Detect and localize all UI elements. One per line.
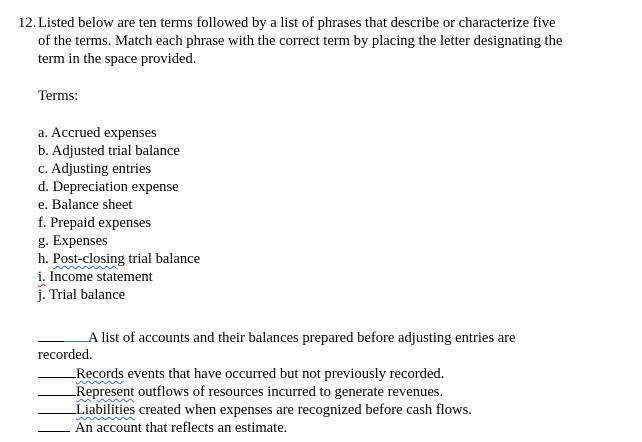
answer-blank-extension bbox=[64, 328, 88, 342]
phrase-text: events that have occurred but not previously recorded. bbox=[123, 366, 445, 382]
term-e bbox=[38, 196, 132, 214]
term-b bbox=[38, 142, 180, 160]
term-text: Income statement bbox=[49, 269, 153, 285]
phrase-1 bbox=[38, 328, 516, 347]
phrase-2 bbox=[38, 364, 444, 383]
phrase-text: list of accounts and their balances prepared before adjusting entries are bbox=[97, 330, 516, 346]
term-text: Balance sheet bbox=[51, 197, 133, 213]
term-g bbox=[38, 232, 108, 250]
term-h bbox=[38, 250, 200, 268]
term-letter: h. bbox=[38, 251, 49, 267]
term-letter: c. bbox=[38, 161, 49, 177]
intro-line-1: Listed below are ten terms followed by a list of phrases that describe or characterize five bbox=[38, 15, 556, 31]
term-c bbox=[38, 160, 151, 178]
question-number: 12. bbox=[18, 15, 37, 31]
term-a bbox=[38, 124, 157, 142]
term-text: trial balance bbox=[124, 251, 201, 267]
phrase-4 bbox=[38, 400, 472, 419]
phrase-text: created when expenses are recognized before cash flows. bbox=[135, 402, 472, 418]
answer-blank[interactable] bbox=[38, 382, 76, 396]
answer-blank[interactable] bbox=[38, 364, 76, 378]
term-d bbox=[38, 178, 179, 196]
terms-heading: Terms: bbox=[38, 88, 79, 104]
term-letter: g. bbox=[38, 233, 49, 249]
term-text: Adjusting entries bbox=[50, 161, 152, 177]
term-letter: j. bbox=[38, 287, 46, 303]
term-letter: a. bbox=[38, 125, 49, 141]
phrase-text: outflows of resources incurred to generate revenues. bbox=[134, 384, 444, 400]
intro-line-2: of the terms. Match each phrase with the correct term by placing the letter designating the bbox=[38, 33, 563, 49]
term-text: Trial balance bbox=[49, 287, 126, 303]
answer-blank[interactable] bbox=[38, 328, 64, 342]
term-letter: e. bbox=[38, 197, 49, 213]
term-text: Depreciation expense bbox=[52, 179, 179, 195]
term-text: Prepaid expenses bbox=[50, 215, 152, 231]
term-letter: f. bbox=[38, 215, 47, 231]
term-i bbox=[38, 268, 153, 286]
term-text: Accrued expenses bbox=[50, 125, 157, 141]
phrase-3 bbox=[38, 382, 443, 401]
term-letter: b. bbox=[38, 143, 49, 159]
phrase-text: An account that reflects an estimate. bbox=[75, 420, 288, 436]
phrase-first-word: Liabilities bbox=[76, 402, 136, 418]
term-j bbox=[38, 286, 125, 304]
phrase-first-word: Records bbox=[76, 366, 124, 382]
answer-blank[interactable] bbox=[38, 418, 70, 432]
term-letter: d. bbox=[38, 179, 49, 195]
term-text: Adjusted trial balance bbox=[51, 143, 180, 159]
intro-line-3: term in the space provided. bbox=[38, 51, 197, 67]
phrase-first-word: Represent bbox=[76, 384, 135, 400]
term-letter: i. bbox=[38, 269, 46, 285]
phrase-1-continuation: recorded. bbox=[38, 347, 93, 363]
phrase-5 bbox=[38, 418, 287, 437]
spellcheck-flagged-word: Post-closing bbox=[52, 251, 125, 267]
term-f bbox=[38, 214, 151, 232]
answer-blank[interactable] bbox=[38, 400, 76, 414]
term-text: Expenses bbox=[52, 233, 108, 249]
phrase-first-word: A bbox=[88, 330, 98, 346]
